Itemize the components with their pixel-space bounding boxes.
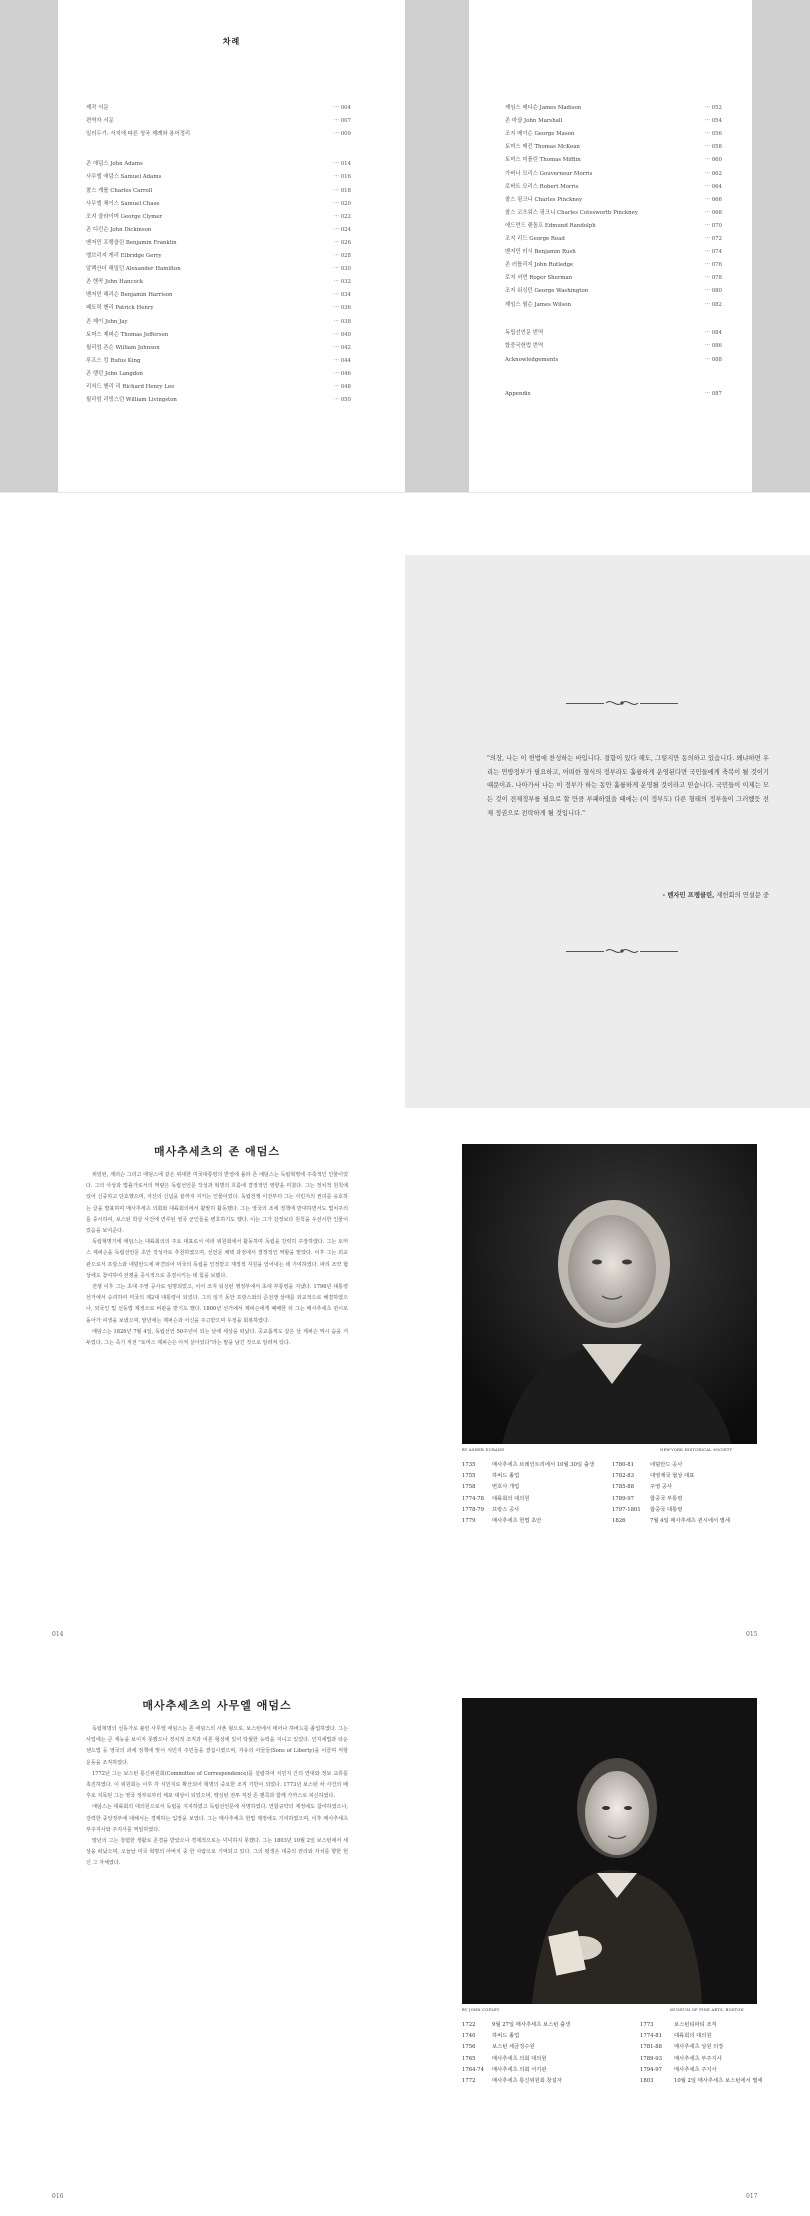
- toc-entry[interactable]: [86, 331, 351, 339]
- toc-entry-title: 알렉산더 해밀턴 Alexander Hamilton: [86, 266, 181, 273]
- quote-source: 제헌회의 연설문 중: [716, 892, 769, 899]
- toc-entry-title: 패트릭 헨리 Patrick Henry: [86, 305, 154, 312]
- toc-entry[interactable]: [505, 261, 722, 269]
- portrait-caption-artist: BY ASHER DURAND: [462, 1448, 505, 1452]
- timeline-year: 1782-83: [612, 1473, 635, 1480]
- toc-entry-page: ··· 009: [333, 131, 351, 138]
- toc-entry-page: ··· 087: [704, 390, 722, 397]
- bio-paragraph: 전쟁 이후 그는 초대 주영 공사로 임명되었고, 이어 조지 워싱턴 행정부에서 초대 부통령을 지냈다. 1796년 대통령 선거에서 승리하여 미국의 제2대 대통령이 되었다. 그의 임기 동안 프랑스와의 준전쟁 상태를 외교적으로 해결하였으나, 외국인 및 선동법 제정으로 비판을 받기도 했다. 1800년 선거에서 제퍼슨에게 패배한 뒤 그는 매사추세츠 퀸시로 돌아가 여생을 보냈으며, 말년에는 제퍼슨과 서신을 주고받으며 우정을 회복하였다.: [86, 1284, 348, 1324]
- toc-entry-title: 조지 클라이머 George Clymer: [86, 213, 163, 220]
- toc-entry-title: 토머스 제퍼슨 Thomas Jefferson: [86, 331, 169, 338]
- timeline-event: 보스턴티파티 조직: [674, 2022, 717, 2028]
- timeline-event: 10월 2일 매사추세츠 보스턴에서 별세: [674, 2078, 763, 2084]
- toc-entry[interactable]: [86, 187, 351, 195]
- toc-entry-page: ··· 066: [704, 196, 722, 203]
- page-number-right: 017: [746, 2193, 758, 2200]
- toc-entry-page: ··· 088: [704, 356, 722, 363]
- toc-entry-title: 찰스 코츠워스 핑크니 Charles Cotesworth Pinckney: [505, 209, 638, 216]
- timeline-event: 대영제국 협상 대표: [650, 1473, 695, 1480]
- toc-entry[interactable]: [86, 130, 351, 138]
- spread-divider: [0, 492, 810, 493]
- toc-entry-page: ··· 078: [704, 275, 722, 282]
- timeline-row: [612, 1516, 730, 1526]
- toc-entry[interactable]: [505, 248, 722, 256]
- quote-attribution: [487, 890, 769, 899]
- toc-entry[interactable]: [505, 222, 722, 230]
- toc-entry[interactable]: [505, 183, 722, 191]
- toc-entry-page: ··· 070: [704, 222, 722, 229]
- page-number-right: 015: [746, 1631, 758, 1638]
- timeline-row: [462, 2065, 547, 2075]
- toc-entry-title: 찰스 핑크니 Charles Pinckney: [505, 196, 583, 203]
- timeline-event: 매사추세츠 부주지사: [674, 2055, 722, 2062]
- timeline-row: [612, 1505, 682, 1515]
- toc-entry-page: ··· 080: [704, 288, 722, 295]
- toc-entry-title: 제임스 윌슨 James Wilson: [505, 301, 571, 308]
- toc-entry-page: ··· 020: [333, 200, 351, 207]
- toc-entry-page: ··· 040: [333, 331, 351, 338]
- toc-entry-title: 존 랭던 John Langdon: [86, 370, 143, 377]
- timeline-event: 네덜란드 공사: [650, 1462, 683, 1468]
- timeline-row: [462, 2054, 547, 2064]
- bio-paragraph: 독립혁명의 선동가로 불린 사무엘 애덤스는 존 애덤스의 사촌 형으로, 보스턴에서 태어나 하버드를 졸업하였다. 그는 사업에는 큰 재능을 보이지 못했으나 정치적 조직과 여론 형성에 있어 탁월한 능력을 지니고 있었다. 인지세법과 타운센드법 등 영국의 과세 정책에 맞서 식민지 주민들을 결집시켰으며, 자유의 아들들(Sons of Liberty)을 이끌며 저항 운동을 조직하였다.: [86, 1726, 348, 1766]
- bio-body-samuel-adams: [86, 1724, 348, 2194]
- timeline-event: 매사추세츠 의회 대의원: [492, 2055, 547, 2062]
- toc-entry-title: Acknowledgements: [505, 356, 559, 363]
- timeline-row: [640, 2031, 712, 2041]
- toc-entry[interactable]: [86, 239, 351, 247]
- timeline-event: 보스턴 세금징수원: [492, 2044, 535, 2051]
- toc-entry-page: ··· 050: [333, 397, 351, 404]
- toc-entry[interactable]: [86, 173, 351, 181]
- toc-entry-title: 일러두기: 서지에 따른 청국 제례와 용어정리: [86, 131, 191, 138]
- toc-entry-title: 편역자 서문: [86, 118, 114, 125]
- timeline-year: 1797-1801: [612, 1506, 641, 1513]
- toc-entry[interactable]: [86, 344, 351, 352]
- page-number-left: 016: [52, 2193, 64, 2200]
- toc-entry[interactable]: [505, 117, 722, 125]
- toc-entry[interactable]: [505, 329, 722, 337]
- toc-entry-page: ··· 032: [333, 279, 351, 286]
- timeline-row: [612, 1494, 682, 1504]
- timeline-year: 1772: [462, 2078, 476, 2084]
- toc-entry[interactable]: [505, 130, 722, 138]
- timeline-row: [462, 2042, 535, 2052]
- toc-entry-page: ··· 060: [704, 157, 722, 164]
- toc-entry-title: 리처드 헨리 리 Richard Henry Lee: [86, 384, 175, 391]
- timeline-event: 매사추세츠 상원 의장: [674, 2044, 724, 2051]
- toc-entry[interactable]: [86, 370, 351, 378]
- toc-entry-page: ··· 052: [704, 105, 722, 111]
- toc-entry-title: 찰스 캐롤 Charles Carroll: [86, 187, 153, 194]
- toc-entry-title: 벤저민 해리슨 Benjamin Harrison: [86, 292, 173, 299]
- toc-entry[interactable]: [86, 226, 351, 234]
- toc-entry-title: 존 핸콕 John Hancock: [86, 279, 144, 286]
- timeline-john-adams-right: [612, 1460, 757, 1580]
- timeline-year: 1803: [640, 2078, 654, 2084]
- timeline-year: 1789-97: [612, 1495, 635, 1502]
- toc-entry-page: ··· 074: [704, 249, 722, 256]
- portrait-image: [462, 1698, 757, 2004]
- toc-entry[interactable]: [505, 301, 722, 309]
- page-gutter: [405, 0, 469, 492]
- toc-entry-page: ··· 042: [333, 344, 351, 351]
- toc-entry[interactable]: [505, 274, 722, 282]
- toc-entry-page: ··· 016: [333, 174, 351, 181]
- toc-entry-title: 존 디킨슨 John Dickinson: [86, 226, 152, 233]
- timeline-samuel-adams-left: [462, 2020, 634, 2140]
- toc-entry[interactable]: [505, 342, 722, 350]
- timeline-year: 1773: [640, 2022, 654, 2028]
- timeline-event: 매사추세츠 브레인트리에서 10월 30일 출생: [492, 1462, 595, 1468]
- toc-entry-page: ··· 058: [704, 144, 722, 151]
- timeline-event: 하버드 졸업: [492, 1473, 520, 1480]
- timeline-samuel-adams-right: [640, 2020, 763, 2140]
- toc-right-column: [505, 104, 722, 484]
- toc-entry-page: ··· 028: [333, 253, 351, 260]
- toc-entry-title: 제임스 매디슨 James Madison: [505, 105, 582, 111]
- timeline-event: 매사추세츠 헌법 초안: [492, 1518, 542, 1524]
- toc-entry[interactable]: [505, 104, 722, 112]
- toc-entry-page: ··· 014: [333, 161, 351, 168]
- toc-entry-page: ··· 082: [704, 301, 722, 308]
- page-margin-right: [752, 0, 810, 492]
- timeline-row: [612, 1471, 694, 1481]
- timeline-year: 1764-74: [462, 2066, 485, 2073]
- quote-body: "의장, 나는 이 헌법에 찬성하는 바입니다. 결함이 있다 해도, 그렇지만 동의하고 있습니다. 왜냐하면 우리는 연방정부가 필요하고, 어떠한 형식의 정부라도 훌륭하게 운영된다면 국민들에게 축복이 될 것이기 때문이죠. 나아가서 나는 이 정부가 하는 동안 훌륭하게 운영될 것이라고 믿습니다. 국민들이 이제는 모든 것이 전제정부를 필요로 할 만큼 부패하였을 때에는 (이 정부도) 다른 형태의 정부들이 그러했듯 전제 정권으로 전락하게 될 것입니다.": [487, 755, 769, 817]
- timeline-event: 합중국 부통령: [650, 1495, 683, 1502]
- page-margin-left: [0, 0, 58, 492]
- toc-entry-page: ··· 024: [333, 226, 351, 233]
- flourish-ornament-bottom: [604, 946, 640, 956]
- timeline-event: 매사추세츠 통신위원회 창설자: [492, 2078, 562, 2084]
- portrait-caption-collection: NEW-YORK HISTORICAL SOCIETY: [660, 1448, 733, 1452]
- timeline-row: [462, 1482, 519, 1492]
- toc-entry[interactable]: [86, 383, 351, 391]
- timeline-year: 1774-81: [640, 2033, 663, 2040]
- timeline-year: 1756: [462, 2044, 476, 2051]
- toc-entry-title: 가버너 모리스 Gouverneur Morris: [505, 170, 593, 177]
- bio-title-john-adams: 매사추세츠의 존 애덤스: [154, 1145, 280, 1158]
- toc-entry[interactable]: [505, 235, 722, 243]
- toc-entry-title: 조지 메이슨 George Mason: [505, 131, 575, 138]
- toc-entry[interactable]: [86, 200, 351, 208]
- toc-entry-page: ··· 064: [704, 183, 722, 190]
- timeline-row: [462, 1505, 519, 1515]
- toc-entry-page: ··· 036: [333, 305, 351, 312]
- timeline-row: [462, 2020, 570, 2030]
- toc-entry-page: ··· 044: [333, 357, 351, 364]
- toc-entry-page: ··· 056: [704, 131, 722, 138]
- toc-entry-title: 윌리엄 존슨 William Johnson: [86, 344, 160, 351]
- timeline-john-adams-left: [462, 1460, 612, 1580]
- toc-entry-title: 벤저민 러시 Benjamin Rush: [505, 249, 576, 256]
- toc-entry[interactable]: [86, 265, 351, 273]
- toc-entry[interactable]: [505, 156, 722, 164]
- timeline-year: 1755: [462, 1473, 476, 1480]
- toc-entry[interactable]: [505, 287, 722, 295]
- toc-entry[interactable]: [505, 209, 722, 217]
- toc-entry-page: ··· 076: [704, 262, 722, 269]
- timeline-row: [462, 1494, 530, 1504]
- timeline-year: 1794-97: [640, 2066, 663, 2073]
- toc-entry-title: 로버트 모리스 Robert Morris: [505, 183, 579, 190]
- timeline-event: 매사추세츠 주지사: [674, 2066, 717, 2073]
- timeline-row: [640, 2042, 723, 2052]
- ornament-rule-bottom-left: [566, 951, 604, 952]
- toc-entry-title: 엘브리지 게리 Elbridge Gerry: [86, 253, 162, 260]
- toc-entry[interactable]: [86, 252, 351, 260]
- toc-entry-title: 벤저민 프랭클린 Benjamin Franklin: [86, 239, 177, 246]
- timeline-row: [462, 2031, 519, 2041]
- toc-entry-title: 합중국헌법 번역: [505, 343, 544, 350]
- toc-entry-title: 존 제이 John Jay: [86, 318, 128, 325]
- toc-entry-page: ··· 022: [333, 213, 351, 220]
- timeline-year: 1785-88: [612, 1484, 635, 1491]
- ornament-rule-top-right: [640, 703, 678, 704]
- timeline-event: 대륙회의 대의원: [674, 2033, 712, 2040]
- timeline-year: 1789-93: [640, 2055, 663, 2062]
- toc-entry[interactable]: [505, 196, 722, 204]
- toc-entry-title: 조지 리드 George Read: [505, 236, 565, 242]
- page-number-left: 014: [52, 1631, 64, 1638]
- timeline-row: [640, 2054, 722, 2064]
- timeline-year: 1826: [612, 1518, 626, 1524]
- toc-entry-title: 조지 워싱턴 George Washington: [505, 288, 589, 295]
- toc-entry-page: ··· 054: [704, 118, 722, 125]
- timeline-event: 대륙회의 대의원: [492, 1495, 530, 1502]
- toc-entry-title: 제작 서문: [86, 105, 109, 111]
- toc-entry[interactable]: [86, 304, 351, 312]
- timeline-event: 프랑스 공사: [492, 1506, 520, 1513]
- timeline-row: [612, 1482, 672, 1492]
- toc-entry[interactable]: [86, 278, 351, 286]
- toc-entry[interactable]: [86, 104, 351, 112]
- portrait-caption-collection: MUSEUM OF FINE ARTS, BOSTON: [670, 2008, 745, 2012]
- toc-entry-page: ··· 086: [704, 343, 722, 350]
- toc-entry-page: ··· 026: [333, 239, 351, 246]
- timeline-year: 1758: [462, 1484, 476, 1491]
- bio-paragraph: 애덤스는 대륙회의 대의원으로서 독립을 지지하였고 독립선언문에 서명하였다. 연합규약의 제정에도 참여하였으나, 강력한 중앙정부에 대해서는 경계하는 입장을 보였다. 그는 매사추세츠 헌법 제정에도 기여하였으며, 이후 매사추세츠 부주지사와 주지사를 역임하였다.: [86, 1804, 348, 1833]
- toc-entry-page: ··· 038: [333, 318, 351, 325]
- timeline-event: 주영 공사: [650, 1484, 673, 1491]
- toc-entry[interactable]: [86, 117, 351, 125]
- bio-paragraph: 1772년 그는 보스턴 통신위원회(Committee of Correspondence)를 설립하여 식민지 간의 연대와 정보 교류를 촉진하였다. 이 위원회는 이후 각 식민지로 확산되어 혁명의 중요한 조직 기반이 되었다. 1773년 보스턴 차 사건의 배후로 지목된 그는 영국 정부로부터 체포 대상이 되었으며, 렉싱턴 전투 직전 존 핸콕과 함께 가까스로 피신하였다.: [86, 1770, 348, 1800]
- timeline-year: 1774-78: [462, 1495, 485, 1502]
- toc-entry-page: ··· 030: [333, 266, 351, 273]
- toc-entry-title: 토머스 매킨 Thomas McKean: [505, 144, 580, 151]
- toc-entry-page: ··· 062: [704, 170, 722, 177]
- portrait-image: [462, 1144, 757, 1444]
- timeline-row: [640, 2020, 717, 2030]
- bio-paragraph: 위일턴, 제러슨 그리고 애덤스에 같은 위대한 미국대통령의 반열에 올라 존 애덤스는 독립혁명에 주축적인 인물이었다. 그의 사상과 법률가로서의 역량은 독립선언문 작성과 혁명의 흐름에 결정적인 영향을 미쳤다. 그는 정치적 원칙에 있어 신중하고 단호했으며, 자신의 신념을 끝까지 지키는 인물이었다. 독립전쟁 이전부터 그는 식민지의 권리를 옹호하는 글을 발표하며 매사추세츠 의회와 대륙회의에서 활발히 활동했다. 그는 영국의 조세 정책에 반대하면서도 법치주의를 중시하여, 보스턴 학살 사건에 연루된 영국 군인들을 변호하기도 했다. 이는 그가 감정보다 원칙을 우선시한 인물이었음을 보여준다.: [86, 1172, 348, 1235]
- toc-entry-title: 루프스 킹 Rufus King: [86, 357, 141, 364]
- bio-paragraph: 애덤스는 1826년 7월 4일, 독립선언 50주년이 되는 날에 세상을 떠났다. 공교롭게도 같은 날 제퍼슨 역시 숨을 거두었다. 그는 죽기 직전 "토머스 제퍼슨은 아직 살아있다"라는 말을 남긴 것으로 알려져 있다.: [86, 1328, 348, 1347]
- timeline-row: [462, 2076, 562, 2086]
- timeline-event: 매사추세츠 의회 서기관: [492, 2066, 547, 2073]
- timeline-event: 7월 4일 매사추세츠 퀸시에서 별세: [650, 1518, 730, 1524]
- quote-page: [405, 555, 810, 1108]
- timeline-event: 하버드 졸업: [492, 2033, 520, 2040]
- toc-entry-title: 독립선언문 번역: [505, 330, 544, 337]
- timeline-year: 1781-88: [640, 2044, 663, 2051]
- bio-paragraph: 독립혁명기에 애덤스는 대륙회의의 주요 대표로서 여러 위원회에서 활동하며 독립을 강력히 주장하였다. 그는 토머스 제퍼슨을 독립선언문 초안 작성자로 추천하였으며, 선언문 채택 과정에서 결정적인 역할을 맡았다. 이후 그는 외교관으로서 프랑스와 네덜란드에 파견되어 미국의 독립을 인정받고 재정적 지원을 얻어내는 데 기여하였다. 파리 조약 협상에도 참여하여 전쟁을 공식적으로 종결시키는 데 힘을 보탰다.: [86, 1239, 348, 1279]
- toc-entry[interactable]: [505, 143, 722, 151]
- toc-entry-title: 토머스 미플린 Thomas Mifflin: [505, 157, 581, 164]
- portrait-caption-artist: BY JOHN COPLEY: [462, 2008, 500, 2012]
- toc-entry-title: 윌리엄 리빙스턴 William Livingston: [86, 397, 177, 404]
- toc-entry-title: 에드먼드 랜돌프 Edmund Randolph: [505, 222, 596, 229]
- timeline-year: 1735: [462, 1462, 476, 1468]
- toc-entry-title: Appendix: [505, 390, 531, 397]
- ornament-rule-bottom-right: [640, 951, 678, 952]
- timeline-event: 9월 27일 매사추세츠 보스턴 출생: [492, 2022, 571, 2028]
- toc-entry[interactable]: [86, 318, 351, 326]
- timeline-row: [462, 1471, 519, 1481]
- toc-entry-page: ··· 048: [333, 384, 351, 391]
- toc-entry-title: 존 러틀리지 John Rutledge: [505, 262, 574, 269]
- timeline-row: [640, 2065, 717, 2075]
- timeline-row: [462, 1460, 594, 1470]
- toc-entry[interactable]: [86, 160, 351, 168]
- bio-body-john-adams: [86, 1170, 348, 1630]
- toc-entry[interactable]: [505, 390, 722, 398]
- ornament-rule-top-left: [566, 703, 604, 704]
- toc-left-column: [86, 104, 351, 484]
- timeline-year: 1780-81: [612, 1462, 635, 1468]
- toc-entry-title: 사무엘 체이스 Samuel Chase: [86, 200, 160, 207]
- toc-entry-title: 사무엘 애덤스 Samuel Adams: [86, 174, 162, 181]
- timeline-year: 1740: [462, 2033, 476, 2040]
- toc-title: 차례: [222, 36, 241, 46]
- toc-entry-page: ··· 046: [333, 370, 351, 377]
- bio-paragraph: 말년의 그는 청렴한 생활로 존경을 받았으나 경제적으로는 넉넉하지 못했다. 그는 1803년 10월 2일 보스턴에서 세상을 떠났으며, 오늘날 미국 혁명의 아버지 중 한 사람으로 기억되고 있다. 그의 평생은 대중의 권리와 자치를 향한 헌신 그 자체였다.: [86, 1838, 348, 1867]
- toc-entry[interactable]: [86, 357, 351, 365]
- timeline-row: [462, 1516, 541, 1526]
- toc-entry[interactable]: [86, 396, 351, 404]
- bio-title-samuel-adams: 매사추세츠의 사무엘 애덤스: [142, 1699, 292, 1712]
- toc-entry-title: 존 애덤스 John Adams: [86, 161, 143, 168]
- timeline-year: 1779: [462, 1518, 476, 1524]
- timeline-year: 1765: [462, 2055, 476, 2062]
- flourish-ornament-top: [604, 698, 640, 708]
- timeline-year: 1778-79: [462, 1506, 485, 1513]
- toc-entry-page: ··· 072: [704, 236, 722, 242]
- toc-entry-title: 로저 셔먼 Roger Sherman: [505, 275, 573, 282]
- toc-entry[interactable]: [505, 170, 722, 178]
- toc-entry[interactable]: [86, 291, 351, 299]
- toc-entry-page: ··· 068: [704, 209, 722, 216]
- quote-author: - 벤자민 프랭클린,: [662, 892, 715, 899]
- toc-entry-page: ··· 004: [333, 105, 351, 111]
- toc-entry-title: 존 마샬 John Marshall: [505, 118, 563, 125]
- timeline-year: 1722: [462, 2022, 476, 2028]
- timeline-event: 변호사 개업: [492, 1484, 520, 1491]
- toc-entry-page: ··· 034: [333, 292, 351, 299]
- toc-entry-page: ··· 007: [333, 118, 351, 125]
- toc-entry[interactable]: [505, 356, 722, 364]
- timeline-row: [640, 2076, 762, 2086]
- portrait-samuel-adams: [462, 1698, 757, 2004]
- toc-entry[interactable]: [86, 213, 351, 221]
- timeline-event: 합중국 대통령: [650, 1506, 683, 1513]
- timeline-row: [612, 1460, 682, 1470]
- portrait-john-adams: [462, 1144, 757, 1444]
- toc-entry-page: ··· 018: [333, 187, 351, 194]
- toc-entry-page: ··· 084: [704, 330, 722, 337]
